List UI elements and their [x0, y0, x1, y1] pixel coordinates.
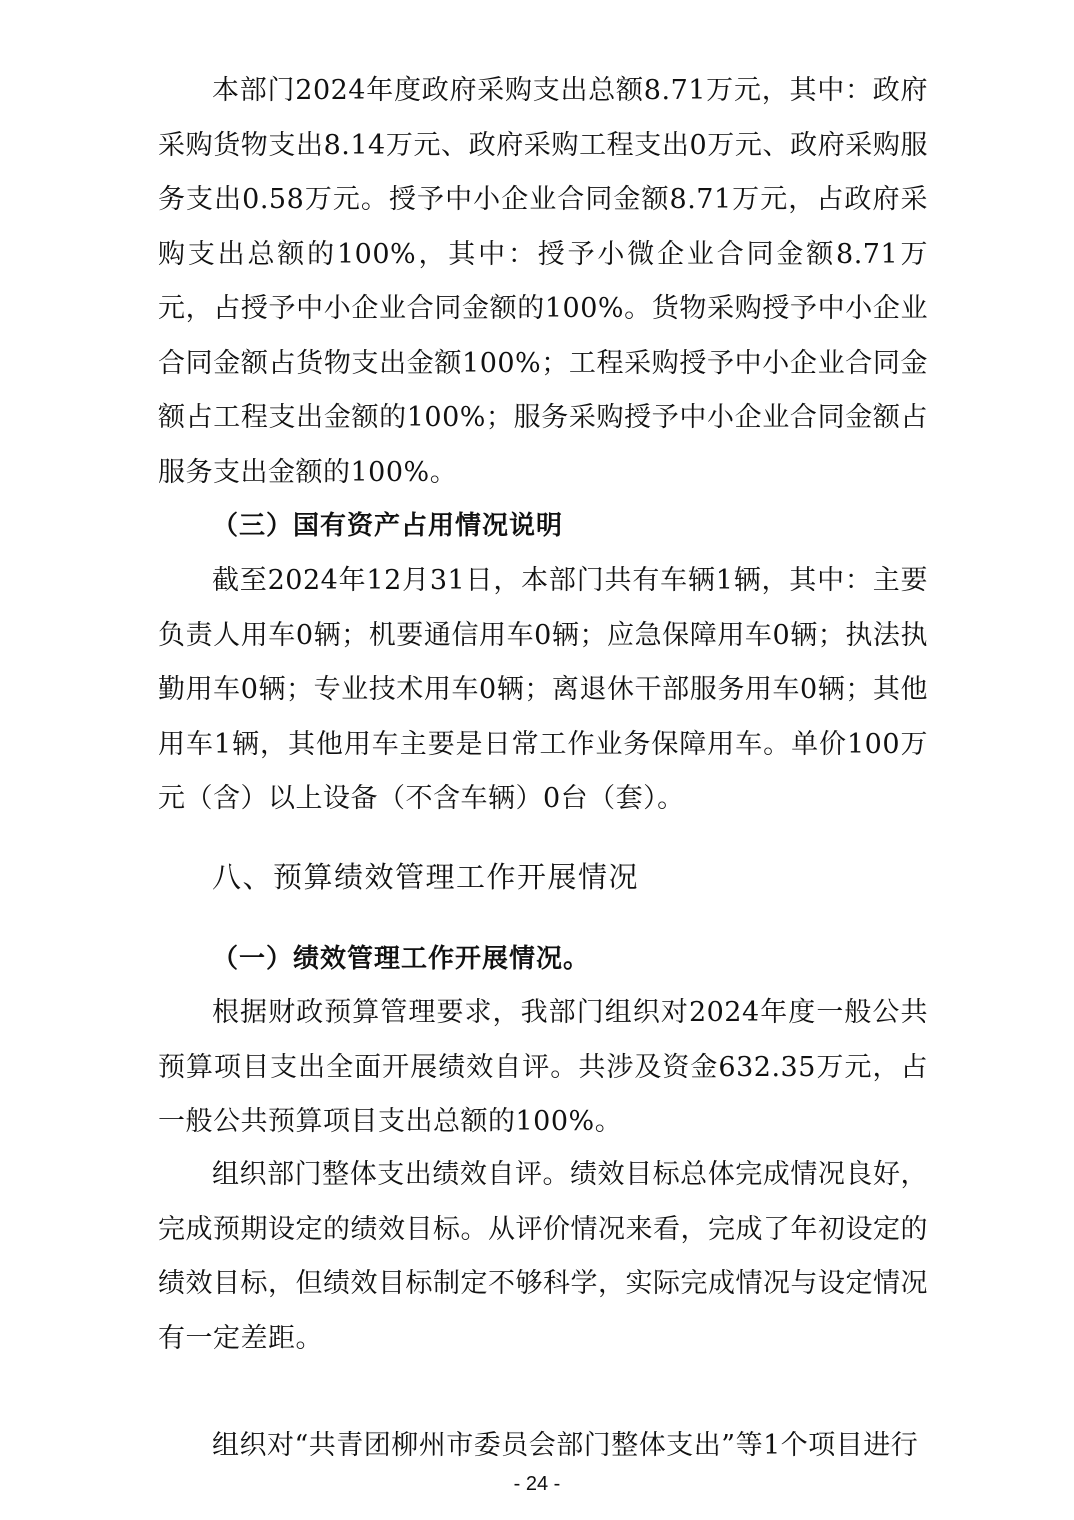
page-number: - 24 - [513, 1473, 561, 1495]
self-evaluation-paragraph: 根据财政预算管理要求，我部门组织对2024年度一般公共预算项目支出全面开展绩效自评。共涉及资金632.35万元，占一般公共预算项目支出总额的100%。 [158, 997, 928, 1137]
overall-evaluation-paragraph: 组织部门整体支出绩效自评。绩效目标总体完成情况良好，完成预期设定的绩效目标。从评价情况来看，完成了年初设定的绩效目标，但绩效目标制定不够科学，实际完成情况与设定情况有一定差距。 [158, 1159, 928, 1354]
procurement-paragraph: 本部门2024年度政府采购支出总额8.71万元，其中：政府采购货物支出8.14万元、政府采购工程支出0万元、政府采购服务支出0.58万元。授予中小企业合同金额8.71万元，占政府采购支出总额的100%，其中：授予小微企业合同金额8.71万元，占授予中小企业合同金额的100%。货物采购授予中小企业合同金额占货物支出金额100%；工程采购授予中小企业合同金额占工程支出金额的100%；服务采购授予中小企业合同金额占服务支出金额的100%。 [158, 75, 928, 488]
assets-subheading: （三）国有资产占用情况说明 [212, 511, 564, 541]
performance-subheading: （一）绩效管理工作开展情况。 [212, 944, 591, 974]
project-evaluation-paragraph: 组织对“共青团柳州市委员会部门整体支出”等1个项目进行 [212, 1430, 919, 1461]
section-eight-heading: 八、预算绩效管理工作开展情况 [212, 860, 640, 894]
assets-paragraph: 截至2024年12月31日，本部门共有车辆1辆，其中：主要负责人用车0辆；机要通信用车0辆；应急保障用车0辆；执法执勤用车0辆；专业技术用车0辆；离退休干部服务用车0辆；其他用车1辆，其他用车主要是日常工作业务保障用车。单价100万元（含）以上设备（不含车辆）0台（套）。 [158, 565, 928, 814]
